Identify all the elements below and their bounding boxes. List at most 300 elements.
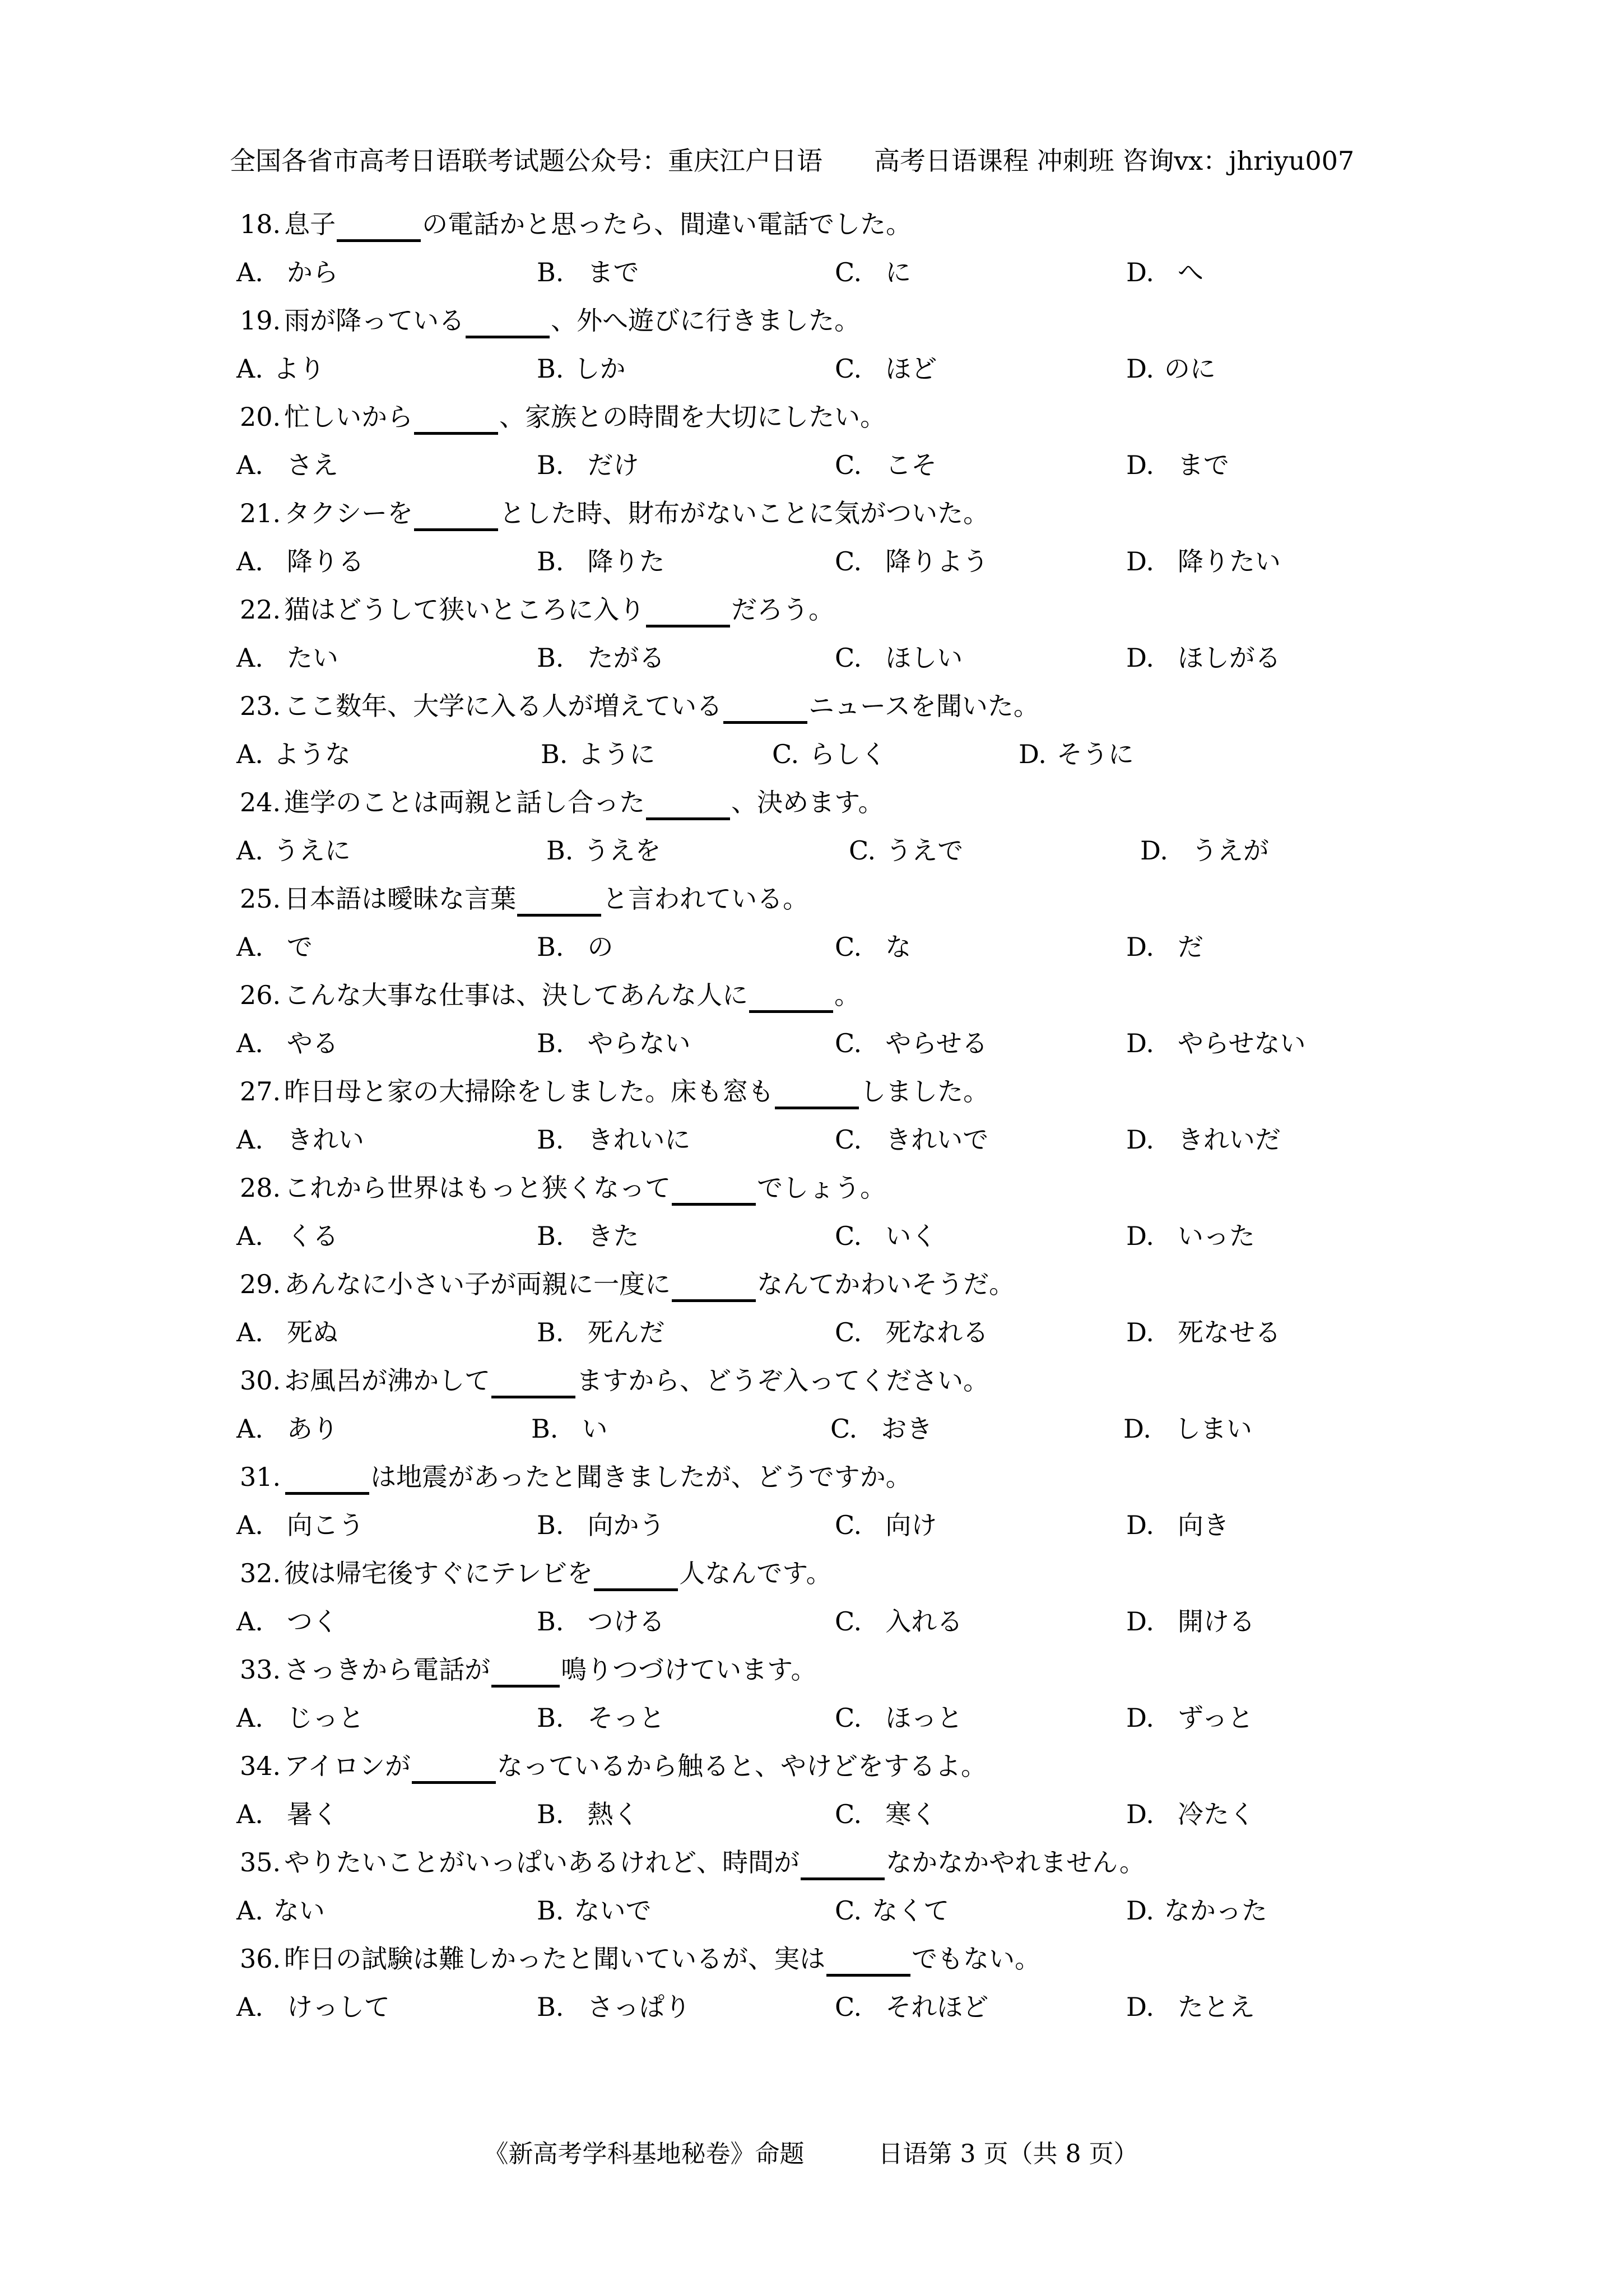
- option-text: 死ぬ: [286, 1317, 338, 1347]
- answer-blank: [646, 787, 730, 820]
- question-number: 24.: [240, 787, 281, 817]
- option-letter: A.: [236, 1414, 263, 1444]
- option-text: つける: [587, 1606, 665, 1637]
- option-a[interactable]: [236, 447, 338, 483]
- option-letter: A.: [236, 1221, 263, 1251]
- answer-blank: [801, 1847, 885, 1880]
- option-letter: B.: [541, 739, 568, 769]
- answer-blank: [285, 1462, 369, 1495]
- option-letter: A.: [236, 546, 263, 577]
- option-text: 降りたい: [1177, 546, 1281, 577]
- option-d[interactable]: [1126, 1796, 1255, 1832]
- stem-before: 昨日の試験は難しかったと聞いているが、実は: [284, 1944, 826, 1974]
- option-text: そっと: [587, 1703, 665, 1733]
- stem-after: 、決めます。: [731, 787, 884, 817]
- option-a[interactable]: [236, 1796, 338, 1832]
- options-row: [0, 1411, 1622, 1459]
- option-a[interactable]: [236, 1989, 390, 2025]
- option-letter: D.: [1126, 1799, 1154, 1829]
- option-d[interactable]: [1126, 1218, 1255, 1254]
- option-text: きれい: [286, 1124, 364, 1155]
- stem-before: さっきから電話が: [284, 1654, 491, 1685]
- option-text: 向こう: [286, 1510, 364, 1540]
- stem-after: 、外へ遊びに行きました。: [551, 305, 861, 336]
- question-number: 22.: [240, 594, 281, 625]
- question-stem: [0, 688, 1622, 736]
- option-text: たがる: [587, 643, 665, 673]
- option-letter: B.: [537, 546, 564, 577]
- option-c[interactable]: [835, 254, 911, 290]
- option-text: うえが: [1191, 835, 1269, 866]
- question-number: 25.: [240, 884, 281, 914]
- stem-before: これから世界はもっと狭くなって: [284, 1173, 671, 1203]
- option-letter: B.: [537, 1799, 564, 1829]
- option-letter: D.: [1126, 450, 1154, 480]
- option-b[interactable]: [531, 1411, 607, 1447]
- option-letter: B.: [537, 1703, 564, 1733]
- options-row: [0, 1507, 1622, 1555]
- option-b[interactable]: [537, 640, 664, 676]
- option-letter: C.: [835, 932, 862, 962]
- option-letter: B.: [537, 1028, 564, 1058]
- option-text: で: [286, 932, 313, 962]
- option-letter: D.: [1126, 1606, 1154, 1637]
- option-text: きれいだ: [1177, 1124, 1281, 1155]
- question-number: 29.: [240, 1269, 281, 1299]
- option-text: じっと: [286, 1703, 364, 1733]
- option-d[interactable]: [1126, 1989, 1255, 2025]
- option-d[interactable]: [1126, 351, 1216, 387]
- question-number: 36.: [240, 1944, 281, 1974]
- option-d[interactable]: [1140, 833, 1269, 868]
- option-text: 向き: [1177, 1510, 1229, 1540]
- option-text: 降りよう: [885, 546, 989, 577]
- options-row: [0, 1025, 1622, 1073]
- option-letter: B.: [537, 450, 564, 480]
- option-a[interactable]: [236, 1218, 338, 1254]
- stem-after: しました。: [860, 1076, 989, 1107]
- answer-blank: [646, 594, 730, 628]
- option-text: しか: [574, 354, 626, 384]
- option-letter: C.: [835, 546, 862, 577]
- option-c[interactable]: [835, 1989, 988, 2025]
- option-letter: B.: [537, 1992, 564, 2022]
- option-text: やらない: [587, 1028, 691, 1058]
- option-b[interactable]: [537, 1122, 690, 1158]
- stem-before: 昨日母と家の大掃除をしました。床も窓も: [284, 1076, 774, 1107]
- answer-blank: [775, 1076, 859, 1109]
- answer-blank: [466, 305, 550, 338]
- options-row: [0, 1122, 1622, 1170]
- option-b[interactable]: [537, 1893, 651, 1928]
- option-b[interactable]: [537, 1507, 664, 1543]
- option-c[interactable]: [835, 447, 937, 483]
- option-text: やらせる: [885, 1028, 988, 1058]
- option-letter: B.: [531, 1414, 559, 1444]
- option-letter: C.: [835, 1703, 862, 1733]
- option-c[interactable]: [835, 929, 911, 965]
- option-a[interactable]: [236, 1700, 364, 1736]
- option-text: つく: [286, 1606, 338, 1637]
- option-text: まで: [1177, 450, 1229, 480]
- option-b[interactable]: [537, 543, 664, 579]
- option-a[interactable]: [236, 1411, 338, 1447]
- option-text: な: [885, 932, 912, 962]
- stem-before: 進学のことは両親と話し合った: [284, 787, 645, 817]
- option-b[interactable]: [537, 1989, 690, 2025]
- question-stem: [0, 1363, 1622, 1411]
- answer-blank: [826, 1944, 910, 1977]
- question-stem: [0, 1748, 1622, 1796]
- option-text: 熱く: [587, 1799, 639, 1829]
- option-c[interactable]: [835, 351, 937, 387]
- option-letter: D.: [1126, 1124, 1154, 1155]
- question-stem: [0, 881, 1622, 929]
- option-letter: C.: [835, 354, 862, 384]
- question-stem: [0, 1073, 1622, 1122]
- stem-after: は地震があったと聞きましたが、どうですか。: [370, 1462, 912, 1492]
- answer-blank: [412, 1751, 496, 1784]
- option-letter: C.: [835, 1895, 862, 1926]
- question-number: 28.: [240, 1173, 281, 1203]
- option-letter: D.: [1126, 1221, 1154, 1251]
- answer-blank: [491, 1654, 560, 1688]
- option-d[interactable]: [1126, 1507, 1229, 1543]
- option-text: 入れる: [885, 1606, 963, 1637]
- option-letter: B.: [537, 932, 564, 962]
- option-text: 死なせる: [1177, 1317, 1281, 1347]
- option-letter: A.: [236, 450, 263, 480]
- question-number: 32.: [240, 1558, 281, 1588]
- stem-after: 、家族との時間を大切にしたい。: [499, 402, 886, 432]
- option-d[interactable]: [1126, 1700, 1253, 1736]
- option-letter: C.: [835, 1510, 862, 1540]
- option-c[interactable]: [835, 1893, 949, 1928]
- option-d[interactable]: [1126, 1025, 1306, 1061]
- option-d[interactable]: [1019, 736, 1134, 772]
- answer-blank: [672, 1269, 756, 1302]
- option-letter: C.: [830, 1414, 858, 1444]
- stem-before: あんなに小さい子が両親に一度に: [284, 1269, 671, 1299]
- stem-before: こんな大事な仕事は、決してあんな人に: [284, 980, 749, 1010]
- options-row: [0, 1604, 1622, 1652]
- stem-before: ここ数年、大学に入る人が増えている: [284, 691, 723, 721]
- option-text: 死んだ: [587, 1317, 665, 1347]
- option-d[interactable]: [1126, 929, 1203, 965]
- stem-after: なっているから触ると、やけどをするよ。: [497, 1751, 987, 1781]
- option-text: い: [582, 1414, 608, 1444]
- option-text: だけ: [587, 450, 639, 480]
- option-letter: A.: [236, 643, 263, 673]
- option-c[interactable]: [835, 1507, 937, 1543]
- question-stem: [0, 303, 1622, 351]
- question-number: 30.: [240, 1365, 281, 1396]
- option-letter: A.: [236, 257, 263, 287]
- options-row: [0, 1314, 1622, 1363]
- option-c[interactable]: [835, 1025, 988, 1061]
- option-letter: C.: [835, 643, 862, 673]
- option-letter: D.: [1126, 1703, 1154, 1733]
- option-letter: C.: [835, 257, 862, 287]
- option-text: 降りた: [587, 546, 665, 577]
- option-a[interactable]: [236, 736, 351, 772]
- option-c[interactable]: [835, 1796, 937, 1832]
- option-text: 向け: [885, 1510, 937, 1540]
- option-text: けっして: [286, 1992, 390, 2022]
- option-letter: D.: [1126, 932, 1154, 962]
- stem-before: 忙しいから: [284, 402, 413, 432]
- stem-after: なんてかわいそうだ。: [757, 1269, 1015, 1299]
- question-number: 31.: [240, 1462, 281, 1492]
- option-letter: D.: [1123, 1414, 1151, 1444]
- option-text: ほしい: [885, 643, 963, 673]
- option-letter: C.: [835, 1221, 862, 1251]
- option-b[interactable]: [537, 1025, 690, 1061]
- option-text: ほしがる: [1177, 643, 1281, 673]
- option-text: それほど: [885, 1992, 989, 2022]
- option-b[interactable]: [537, 1604, 664, 1639]
- option-a[interactable]: [236, 1604, 338, 1639]
- option-text: しまい: [1174, 1414, 1252, 1444]
- option-letter: D.: [1126, 1992, 1154, 2022]
- answer-blank: [491, 1365, 575, 1398]
- option-text: さえ: [286, 450, 338, 480]
- option-text: そうに: [1056, 739, 1134, 769]
- question-list: [0, 206, 1622, 2037]
- option-letter: B.: [546, 835, 574, 866]
- question-stem: [0, 784, 1622, 833]
- option-d[interactable]: [1123, 1411, 1252, 1447]
- option-d[interactable]: [1126, 1314, 1281, 1350]
- option-letter: D.: [1126, 354, 1154, 384]
- option-text: のに: [1164, 354, 1216, 384]
- stem-after: 鳴りつづけています。: [561, 1654, 817, 1685]
- stem-after: なかなかやれません。: [886, 1847, 1145, 1877]
- stem-after: でしょう。: [757, 1173, 886, 1203]
- option-text: ような: [273, 739, 351, 769]
- option-letter: C.: [835, 1606, 862, 1637]
- option-a[interactable]: [236, 929, 313, 965]
- option-letter: C.: [835, 1028, 862, 1058]
- question-stem: [0, 1266, 1622, 1314]
- option-letter: D.: [1140, 835, 1168, 866]
- question-number: 18.: [240, 209, 281, 239]
- option-text: おき: [881, 1414, 933, 1444]
- option-a[interactable]: [236, 351, 325, 387]
- option-text: 寒く: [885, 1799, 937, 1829]
- page-footer: 《新高考学科基地秘卷》命题 日语第 3 页（共 8 页）: [484, 2140, 1138, 2168]
- answer-blank: [723, 691, 807, 724]
- options-row: [0, 1796, 1622, 1844]
- option-letter: B.: [537, 643, 564, 673]
- option-c[interactable]: [772, 736, 886, 772]
- option-b[interactable]: [541, 736, 655, 772]
- options-row: [0, 254, 1622, 303]
- page-header: 全国各省市高考日语联考试题公众号：重庆江户日语 高考日语课程 冲刺班 咨询vx：jhriyu007: [230, 146, 1355, 176]
- answer-blank: [414, 498, 498, 531]
- option-c[interactable]: [835, 1218, 937, 1254]
- option-letter: B.: [537, 1124, 564, 1155]
- stem-before: お風呂が沸かして: [284, 1365, 491, 1396]
- stem-before: やりたいことがいっぱいあるけれど、時間が: [284, 1847, 800, 1877]
- option-text: きれいで: [885, 1124, 989, 1155]
- option-text: さっぱり: [587, 1992, 691, 2022]
- option-text: 向かう: [587, 1510, 665, 1540]
- option-b[interactable]: [537, 254, 639, 290]
- question-number: 27.: [240, 1076, 281, 1107]
- option-letter: A.: [236, 1606, 263, 1637]
- option-d[interactable]: [1126, 254, 1203, 290]
- option-text: いく: [885, 1221, 937, 1251]
- stem-before: 日本語は曖昧な言葉: [284, 884, 517, 914]
- option-text: の: [587, 932, 614, 962]
- option-b[interactable]: [537, 447, 639, 483]
- option-text: うえに: [273, 835, 351, 866]
- option-c[interactable]: [835, 543, 988, 579]
- option-letter: A.: [236, 932, 263, 962]
- option-letter: A.: [236, 835, 263, 866]
- options-row: [0, 736, 1622, 784]
- option-letter: A.: [236, 354, 263, 384]
- question-number: 26.: [240, 980, 281, 1010]
- options-row: [0, 1893, 1622, 1941]
- option-letter: B.: [537, 1221, 564, 1251]
- option-letter: C.: [835, 1124, 862, 1155]
- stem-after: の電話かと思ったら、間違い電話でした。: [422, 209, 912, 239]
- option-d[interactable]: [1126, 1122, 1281, 1158]
- option-c[interactable]: [835, 1314, 988, 1350]
- question-stem: [0, 1459, 1622, 1507]
- options-row: [0, 1700, 1622, 1748]
- option-text: くる: [286, 1221, 338, 1251]
- option-a[interactable]: [236, 1314, 338, 1350]
- option-letter: A.: [236, 1895, 263, 1926]
- option-letter: D.: [1126, 546, 1154, 577]
- stem-after: 。: [834, 980, 861, 1010]
- option-b[interactable]: [537, 1314, 664, 1350]
- answer-blank: [749, 980, 833, 1013]
- option-letter: A.: [236, 1799, 263, 1829]
- options-row: [0, 351, 1622, 399]
- option-a[interactable]: [236, 543, 364, 579]
- option-letter: B.: [537, 257, 564, 287]
- option-letter: A.: [236, 1992, 263, 2022]
- option-text: 死なれる: [885, 1317, 989, 1347]
- option-d[interactable]: [1126, 640, 1281, 676]
- option-text: きた: [587, 1221, 639, 1251]
- option-letter: D.: [1126, 643, 1154, 673]
- options-row: [0, 447, 1622, 495]
- option-text: 開ける: [1177, 1606, 1255, 1637]
- question-stem: [0, 399, 1622, 447]
- option-a[interactable]: [236, 1122, 364, 1158]
- option-b[interactable]: [537, 351, 625, 387]
- answer-blank: [414, 402, 498, 435]
- option-a[interactable]: [236, 1507, 364, 1543]
- answer-blank: [337, 209, 421, 242]
- option-text: いった: [1177, 1221, 1255, 1251]
- option-c[interactable]: [835, 1700, 963, 1736]
- option-text: こそ: [885, 450, 937, 480]
- option-b[interactable]: [537, 1700, 664, 1736]
- option-a[interactable]: [236, 640, 338, 676]
- question-number: 19.: [240, 305, 281, 336]
- stem-after: ますから、どうぞ入ってください。: [577, 1365, 989, 1396]
- option-c[interactable]: [835, 1122, 988, 1158]
- option-a[interactable]: [236, 1893, 325, 1928]
- stem-after: とした時、財布がないことに気がついた。: [499, 498, 989, 528]
- option-d[interactable]: [1126, 543, 1281, 579]
- option-letter: C.: [835, 450, 862, 480]
- option-b[interactable]: [537, 1218, 639, 1254]
- option-d[interactable]: [1126, 1893, 1267, 1928]
- option-text: ずっと: [1177, 1703, 1254, 1733]
- option-letter: A.: [236, 1317, 263, 1347]
- options-row: [0, 1218, 1622, 1266]
- question-stem: [0, 1652, 1622, 1700]
- option-text: らしく: [809, 739, 887, 769]
- option-a[interactable]: [236, 833, 351, 868]
- option-text: うえを: [583, 835, 661, 866]
- option-text: ほど: [885, 354, 937, 384]
- option-letter: C.: [835, 1799, 862, 1829]
- option-letter: A.: [236, 1028, 263, 1058]
- option-text: 暑く: [286, 1799, 338, 1829]
- option-letter: D.: [1126, 1895, 1154, 1926]
- option-d[interactable]: [1126, 447, 1229, 483]
- option-text: たい: [286, 643, 338, 673]
- option-b[interactable]: [537, 929, 613, 965]
- option-text: なかった: [1164, 1895, 1267, 1926]
- option-text: うえで: [886, 835, 964, 866]
- option-b[interactable]: [546, 833, 661, 868]
- option-a[interactable]: [236, 1025, 338, 1061]
- stem-before: 彼は帰宅後すぐにテレビを: [284, 1558, 593, 1588]
- option-text: より: [273, 354, 325, 384]
- option-text: ない: [273, 1895, 325, 1926]
- question-stem: [0, 592, 1622, 640]
- option-c[interactable]: [835, 640, 963, 676]
- question-stem: [0, 495, 1622, 543]
- option-text: あり: [286, 1414, 338, 1444]
- question-number: 34.: [240, 1751, 281, 1781]
- option-c[interactable]: [849, 833, 963, 868]
- question-number: 20.: [240, 402, 281, 432]
- options-row: [0, 833, 1622, 881]
- answer-blank: [672, 1173, 756, 1206]
- option-text: 降りる: [286, 546, 364, 577]
- question-stem: [0, 1170, 1622, 1218]
- question-number: 35.: [240, 1847, 281, 1877]
- option-b[interactable]: [537, 1796, 639, 1832]
- option-c[interactable]: [830, 1411, 932, 1447]
- option-letter: A.: [236, 1124, 263, 1155]
- option-letter: D.: [1019, 739, 1047, 769]
- option-letter: B.: [537, 1606, 564, 1637]
- stem-before: 息子: [284, 209, 336, 239]
- question-number: 23.: [240, 691, 281, 721]
- option-d[interactable]: [1126, 1604, 1255, 1639]
- option-letter: B.: [537, 354, 564, 384]
- option-letter: D.: [1126, 1510, 1154, 1540]
- option-a[interactable]: [236, 254, 338, 290]
- question-number: 21.: [240, 498, 281, 528]
- option-c[interactable]: [835, 1604, 963, 1639]
- option-text: だ: [1177, 932, 1203, 962]
- question-stem: [0, 206, 1622, 254]
- option-text: やる: [286, 1028, 338, 1058]
- option-letter: C.: [772, 739, 800, 769]
